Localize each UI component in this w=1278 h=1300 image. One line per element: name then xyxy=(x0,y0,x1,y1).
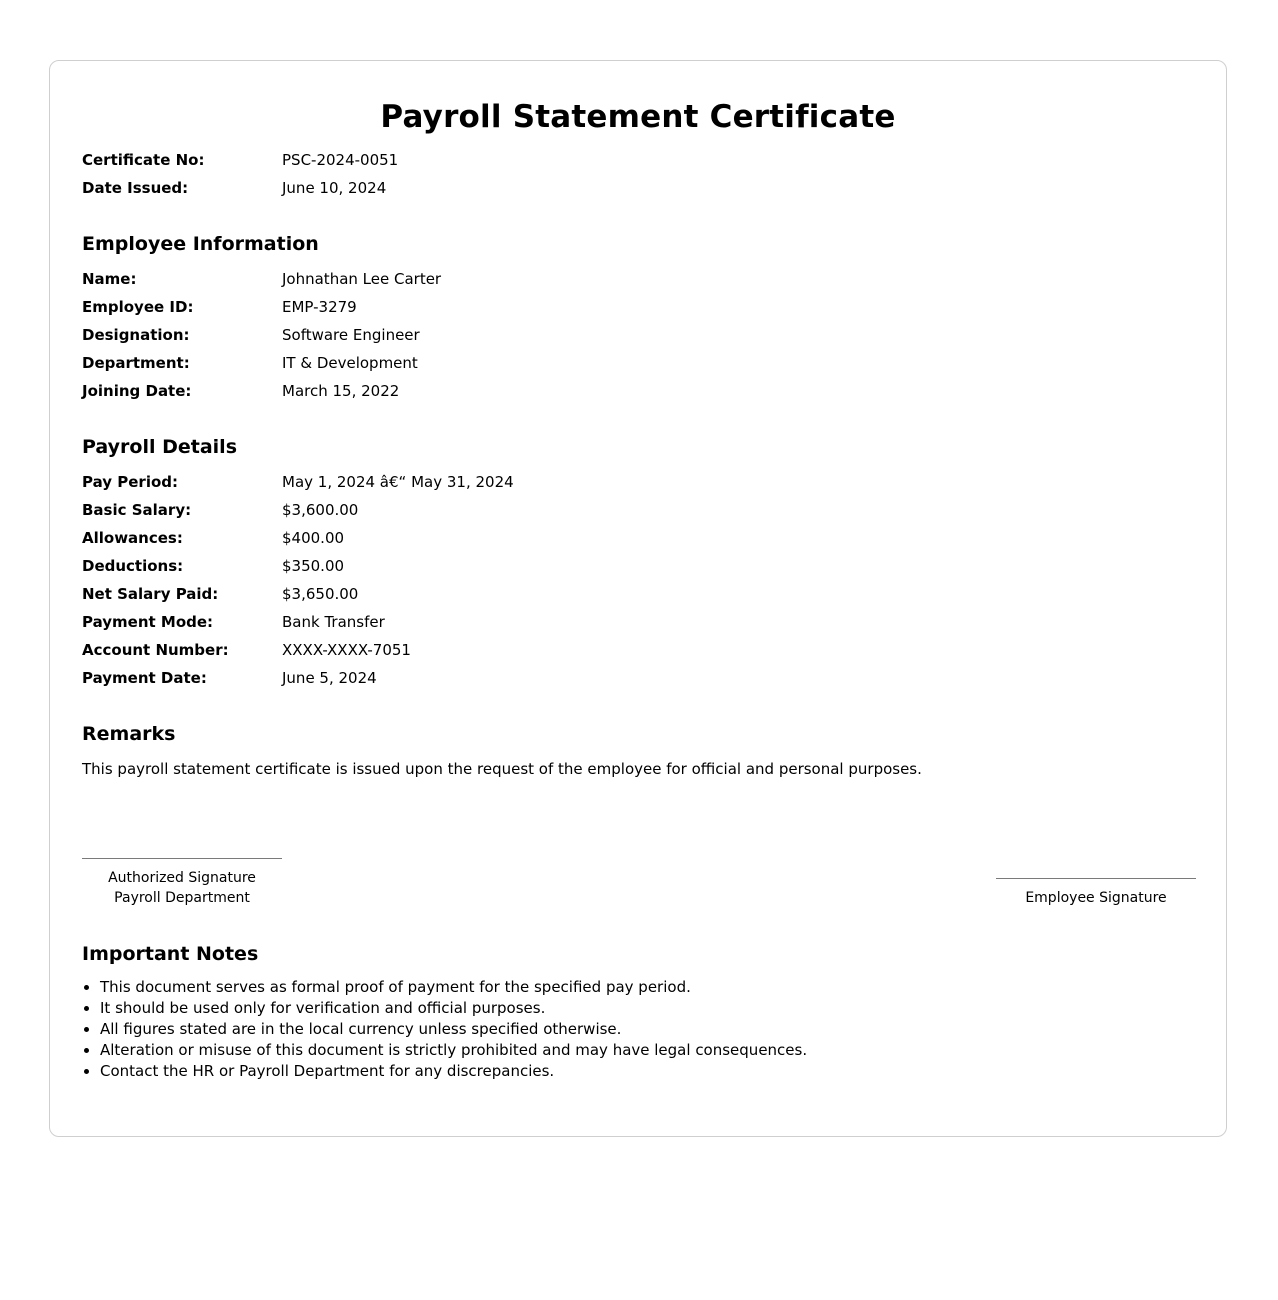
basic-salary-value: $3,600.00 xyxy=(282,501,359,519)
important-notes-heading: Important Notes xyxy=(82,943,259,965)
note-item: • It should be used only for verification and official purposes. xyxy=(100,998,807,1019)
payment-mode-label: Payment Mode: xyxy=(82,613,214,631)
date-issued-label: Date Issued: xyxy=(82,179,189,197)
authorized-signature-line xyxy=(82,858,282,859)
employee-signature-label: Employee Signature xyxy=(1025,890,1167,906)
designation-label: Designation: xyxy=(82,326,190,344)
net-salary-value: $3,650.00 xyxy=(282,585,359,603)
employee-signature-line xyxy=(996,878,1196,879)
pay-period-value: May 1, 2024 â€“ May 31, 2024 xyxy=(282,473,514,491)
note-item: • Alteration or misuse of this document is strictly prohibited and may have legal consequences. xyxy=(100,1040,807,1061)
payment-date-value: June 5, 2024 xyxy=(282,669,377,687)
basic-salary-label: Basic Salary: xyxy=(82,501,192,519)
certificate-number-value: PSC-2024-0051 xyxy=(282,151,399,169)
employee-id-value: EMP-3279 xyxy=(282,298,357,316)
note-item: • All figures stated are in the local currency unless specified otherwise. xyxy=(100,1019,807,1040)
employee-information-heading: Employee Information xyxy=(82,233,319,255)
joining-date-value: March 15, 2022 xyxy=(282,382,400,400)
employee-id-label: Employee ID: xyxy=(82,298,194,316)
authorized-signature-label: Authorized Signature xyxy=(108,870,256,886)
department-value: IT & Development xyxy=(282,354,418,372)
date-issued-value: June 10, 2024 xyxy=(282,179,387,197)
payment-date-label: Payment Date: xyxy=(82,669,207,687)
note-item: • Contact the HR or Payroll Department for any discrepancies. xyxy=(100,1061,807,1082)
certificate-number-label: Certificate No: xyxy=(82,151,205,169)
note-item: • This document serves as formal proof of payment for the specified pay period. xyxy=(100,977,807,998)
page-title: Payroll Statement Certificate xyxy=(380,99,896,135)
payroll-department-label: Payroll Department xyxy=(114,890,250,906)
designation-value: Software Engineer xyxy=(282,326,420,344)
deductions-label: Deductions: xyxy=(82,557,184,575)
joining-date-label: Joining Date: xyxy=(82,382,192,400)
pay-period-label: Pay Period: xyxy=(82,473,178,491)
allowances-value: $400.00 xyxy=(282,529,345,547)
employee-name-label: Name: xyxy=(82,270,137,288)
allowances-label: Allowances: xyxy=(82,529,183,547)
payment-mode-value: Bank Transfer xyxy=(282,613,385,631)
important-notes-list xyxy=(82,977,807,1082)
payroll-details-heading: Payroll Details xyxy=(82,436,237,458)
certificate-card xyxy=(49,60,1227,1137)
remarks-heading: Remarks xyxy=(82,723,176,745)
deductions-value: $350.00 xyxy=(282,557,345,575)
net-salary-label: Net Salary Paid: xyxy=(82,585,219,603)
account-number-value: XXXX-XXXX-7051 xyxy=(282,641,411,659)
account-number-label: Account Number: xyxy=(82,641,229,659)
employee-name-value: Johnathan Lee Carter xyxy=(282,270,442,288)
department-label: Department: xyxy=(82,354,190,372)
remarks-text: This payroll statement certificate is issued upon the request of the employee for official and personal purposes. xyxy=(82,760,922,778)
